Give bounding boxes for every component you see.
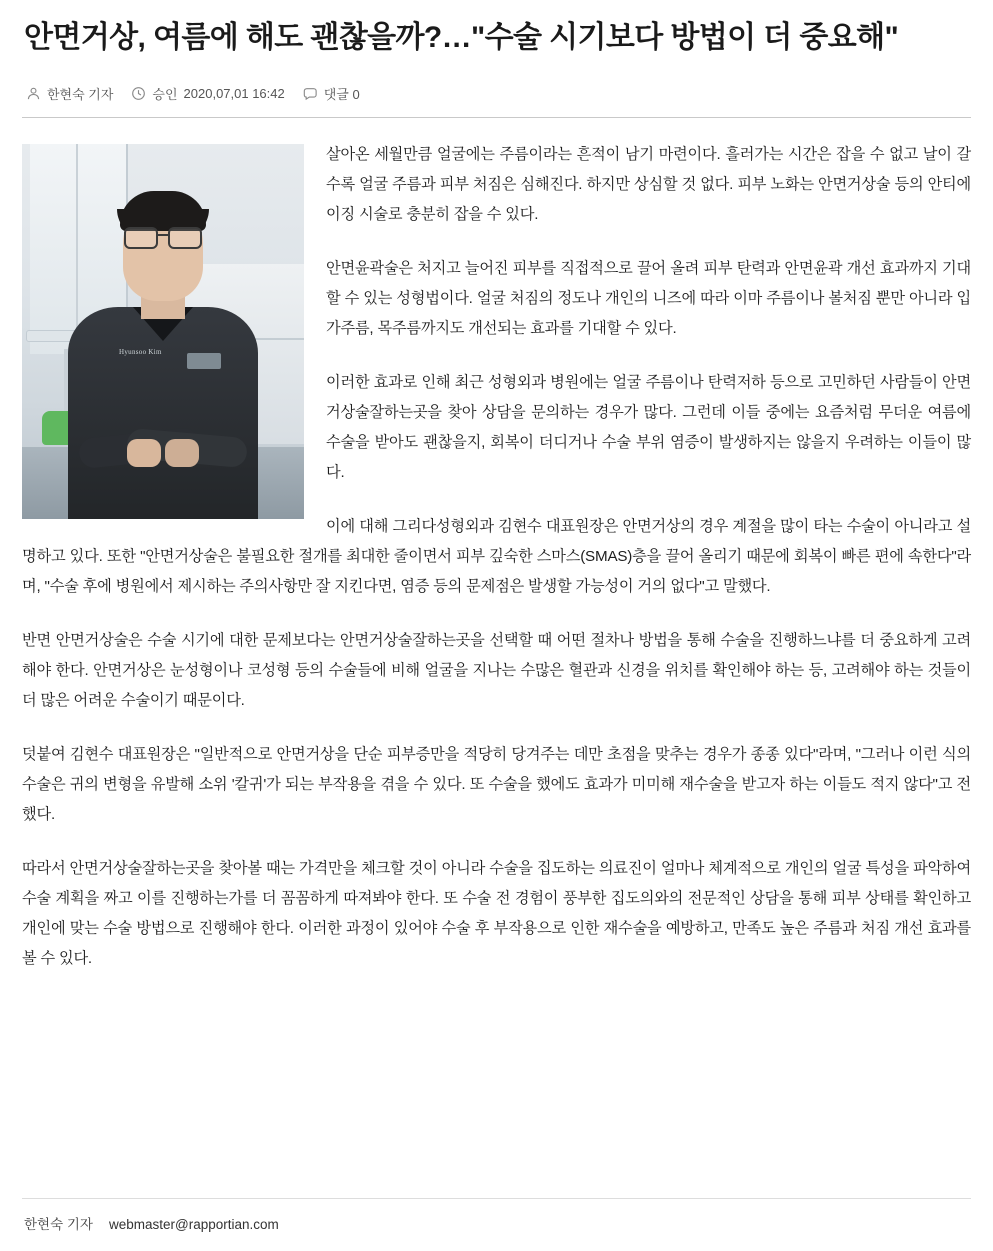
footer-divider bbox=[22, 1198, 971, 1199]
meta-approved bbox=[131, 84, 284, 103]
meta-comments-label: 댓글 0 bbox=[323, 87, 360, 102]
person-icon bbox=[26, 86, 41, 101]
footer-byline: 한현숙 기자 bbox=[24, 1217, 93, 1232]
photo-hand-right bbox=[165, 439, 199, 467]
comment-icon bbox=[303, 86, 318, 101]
article-paragraph: 덧붙여 김현수 대표원장은 "일반적으로 안면거상을 단순 피부증만을 적당히 당겨주는 데만 초점을 맞추는 경우가 종종 있다"라며, "그러나 이런 식의 수술은 귀의 변형을 유발해 소위 '칼귀'가 되는 부작용을 겪을 수 있다. 또 수술을 했에도 효과가 미미해 재수술을 받고자 하는 이들도 적지 않다"고 전했다. bbox=[22, 746, 971, 823]
clock-icon bbox=[131, 86, 146, 101]
article-footer bbox=[24, 1213, 279, 1233]
photo-hand-left bbox=[127, 439, 161, 467]
header-divider bbox=[22, 117, 971, 118]
article-paragraph: 이에 대해 그리다성형외과 김현수 대표원장은 안면거상의 경우 계절을 많이 타는 수술이 아니라고 설명하고 있다. 또한 "안면거상술은 불필요한 절개를 최대한 줄이면서 피부 깊숙한 스마스(SMAS)층을 끌어 올리기 때문에 회복이 빠른 편에 속한다"라며, "수술 후에 병원에서 제시하는 주의사항만 잘 지킨다면, 염증 등의 문제점은 발생할 가능성이 거의 없다"고 말했다. bbox=[22, 518, 971, 595]
article-paragraph: 살아온 세월만큼 얼굴에는 주름이라는 흔적이 남기 마련이다. 흘러가는 시간은 잡을 수 없고 날이 갈수록 얼굴 주름과 피부 처짐은 심해진다. 하지만 상심할 것 없다. 피부 노화는 안면거상술 등의 안티에이징 시술로 충분히 잡을 수 있다. bbox=[326, 146, 971, 223]
glasses-icon bbox=[124, 227, 202, 247]
meta-comments[interactable] bbox=[303, 84, 360, 103]
photo-id-badge bbox=[187, 353, 221, 369]
article-paragraph: 따라서 안면거상술잘하는곳을 찾아볼 때는 가격만을 체크할 것이 아니라 수술을 집도하는 의료진이 얼마나 체계적으로 개인의 얼굴 특성을 파악하여 수술 계획을 짜고 이를 진행하는가를 더 꼼꼼하게 따져봐야 한다. 또 수술 전 경험이 풍부한 집도의와의 전문적인 상담을 통해 피부 상태를 확인하고 개인에 맞는 수술 방법으로 진행해야 한다. 이러한 과정이 있어야 수술 후 부작용으로 인한 재수술을 예방하고, 만족도 높은 주름과 처짐 개선 효과를 볼 수 있다. bbox=[22, 860, 971, 967]
meta-author-label: 한현숙 기자 bbox=[47, 87, 114, 102]
article-paragraph: 반면 안면거상술은 수술 시기에 대한 문제보다는 안면거상술잘하는곳을 선택할 때 어떤 절차나 방법을 통해 수술을 진행하느냐를 더 중요하게 고려해야 한다. 안면거상은 눈성형이나 코성형 등의 수술들에 비해 얼굴을 지나는 수많은 혈관과 신경을 위치를 확인해야 하는 등, 고려해야 하는 것들이 더 많은 어려운 수술이기 때문이다. bbox=[22, 632, 971, 709]
photo-person bbox=[65, 199, 261, 519]
photo-embroidery-label: Hyunsoo Kim bbox=[119, 348, 162, 356]
page-title: 안면거상, 여름에 해도 괜찮을까?…"수술 시기보다 방법이 더 중요해" bbox=[24, 21, 899, 54]
article-figure bbox=[22, 144, 304, 519]
meta-author bbox=[26, 84, 113, 103]
photo-scrubs bbox=[68, 307, 258, 519]
article-paragraph: 이러한 효과로 인해 최근 성형외과 병원에는 얼굴 주름이나 탄력저하 등으로 고민하던 사람들이 안면거상술잘하는곳을 찾아 상담을 문의하는 경우가 많다. 그런데 이들 중에는 요즘처럼 무더운 여름에 수술을 받아도 괜찮을지, 회복이 더디거나 수술 부위 염증이 발생하지는 않을지 우려하는 이들이 많다. bbox=[326, 374, 971, 481]
footer-email[interactable]: webmaster@rapportian.com bbox=[108, 1217, 279, 1232]
article-meta-bar bbox=[22, 84, 971, 103]
doctor-photo bbox=[22, 144, 304, 519]
article-page bbox=[0, 18, 993, 1251]
article-body bbox=[22, 140, 971, 974]
article-paragraph: 안면윤곽술은 처지고 늘어진 피부를 직접적으로 끌어 올려 피부 탄력과 안면윤곽 개선 효과까지 기대할 수 있는 성형법이다. 얼굴 처짐의 정도나 개인의 니즈에 따라 이마 주름이나 볼처짐 뿐만 아니라 입가주름, 목주름까지도 개선되는 효과를 기대할 수 있다. bbox=[326, 260, 971, 337]
meta-approved-date: 2020,07,01 16:42 bbox=[183, 86, 285, 101]
meta-approved-label: 승인 bbox=[152, 87, 178, 102]
